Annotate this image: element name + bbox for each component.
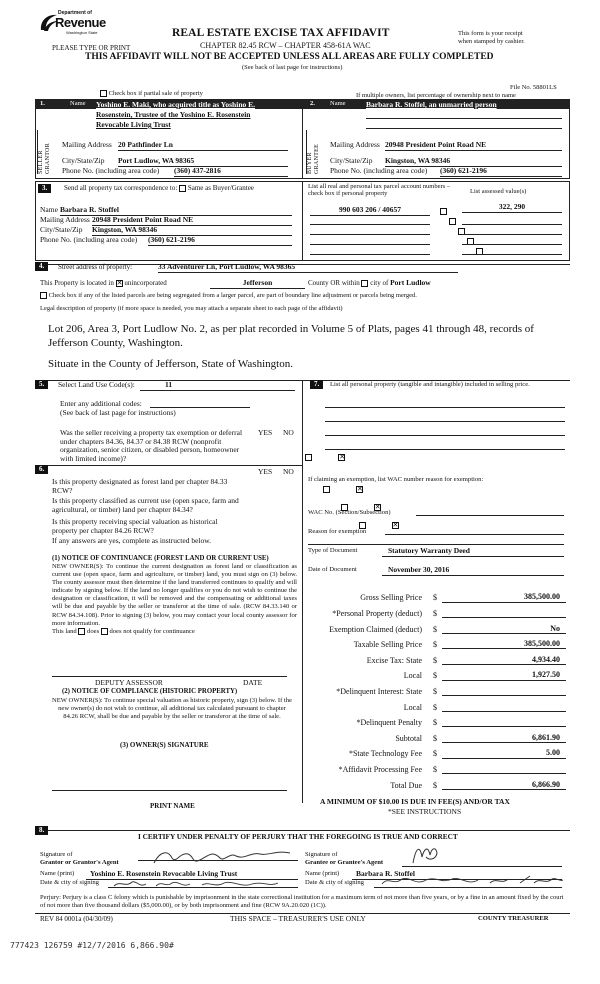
exemption-yes-checkbox[interactable] [305,454,312,461]
assessor-signature-line[interactable] [52,676,287,677]
warning-line: THIS AFFIDAVIT WILL NOT BE ACCEPTED UNLESS ALL AREAS ARE FULLY COMPLETED [85,52,494,62]
logo-washington: Washington State [66,30,98,35]
calc-value [442,717,566,727]
see-instructions: *SEE INSTRUCTIONS [388,807,462,816]
owner-signature-line[interactable] [52,790,287,791]
print-name-label: PRINT NAME [150,802,195,810]
land-use-label: Select Land Use Code(s): [58,380,135,389]
grantor-signature-scribble [150,848,295,868]
calc-label: Taxable Selling Price [353,640,422,650]
grantee-sig-label-1: Signature of [305,851,338,858]
personal-property-label: List all personal property (tangible and intangible) included in selling price. [330,381,530,388]
calc-label: Local [403,671,422,681]
section-8-rule [35,830,570,831]
calc-value: 5.00 [442,748,566,758]
calc-row [308,696,566,712]
calc-label: *Affidavit Processing Fee [338,764,422,774]
section-7-num: 7. [310,380,323,389]
section-1-num: 1. [40,100,45,107]
dollar-sign: $ [433,609,437,618]
grantee-print-label: Name (print) [305,870,340,877]
parcel-line-2 [310,224,430,225]
send-label: Send all property tax correspondence to: [64,184,178,192]
seller-phone-label: Phone No. (including area code) [62,166,160,175]
personal-property-line-3[interactable] [325,435,565,436]
seller-mailing-label: Mailing Address [62,140,112,149]
s3-phone-label: Phone No. (including area code) [40,235,138,244]
county-name: Jefferson [210,279,305,289]
grantor-sig-label-1: Signature of [40,851,73,858]
parcel-line-4 [310,244,430,245]
calc-row [308,743,566,759]
street-label: Street address of property: [58,263,133,271]
assessed-line-3 [462,234,562,235]
dollar-sign: $ [433,733,437,743]
calc-row [308,665,566,681]
buyer-city: Kingston, WA 98346 [385,157,562,167]
s5-yes: YES [258,428,273,437]
legal-label: Legal description of property (if more space is needed, you may attach a separate sheet to each page of the affidavit) [40,305,343,312]
assessed-line-2 [462,224,562,225]
doc-date-label: Date of Document [308,566,357,573]
assessed-header: List assessed value(s) [470,188,527,195]
s3-mailing: 20948 President Point Road NE [92,216,292,226]
please-type: PLEASE TYPE OR PRINT [52,44,131,52]
buyer-name: Barbara R. Stoffel, an unmarried person [366,100,497,109]
within-city-checkbox[interactable] [361,280,368,287]
seller-city: Port Ludlow, WA 98365 [118,157,288,167]
calc-row [308,681,566,697]
calc-value [442,608,566,618]
this-land-label: This land [52,628,77,636]
additional-codes-note: (See back of last page for instructions) [60,408,176,417]
s3-city-label: City/State/Zip [40,225,83,234]
does-label: does [87,628,100,636]
logo-department: Department of [58,10,92,16]
section-2-num: 2. [310,100,315,107]
legal-description-1: Lot 206, Area 3, Port Ludlow No. 2, as per plat recorded in Volume 5 of Plats, pages 41 through 48, records of Jefferson County, Washington. [48,323,534,349]
divider [302,99,303,179]
cashier-stamp: 777423 126759 #12/7/2016 6,866.90# [10,941,174,950]
deputy-assessor-label: DEPUTY ASSESSOR [95,678,163,687]
dollar-sign: $ [433,780,437,790]
located-label: This Property is located in [40,279,114,287]
dollar-sign: $ [433,702,437,712]
dollar-sign: $ [433,764,437,774]
dor-logo [38,10,108,42]
calc-value [442,764,566,774]
grantor-date-scribble [112,878,282,893]
doc-date: November 30, 2016 [382,566,564,576]
grantee-date-handwriting [380,874,565,888]
seller-name-label: Name [70,100,86,107]
calc-label: Exemption Claimed (deduct) [329,624,422,634]
street-address: 33 Adventurer Ln, Port Ludlow, WA 98365 [158,263,458,273]
form-title: REAL ESTATE EXCISE TAX AFFIDAVIT [172,27,390,39]
county-treasurer: COUNTY TREASURER [478,915,549,922]
calc-value: 1,927.50 [442,670,566,680]
grantor-signature [150,848,295,868]
s3-name: Barbara R. Stoffel [60,206,292,216]
calc-label: Subtotal [395,733,422,743]
forest-yes-checkbox[interactable] [323,486,330,493]
grantee-print-name: Barbara R. Stoffel [352,870,562,880]
receipt-note-2: when stamped by cashier. [458,38,525,45]
section-8-tag [35,826,48,835]
dollar-sign: $ [433,655,437,665]
grantor-date-handwriting [112,878,282,890]
section-6-num: 6. [35,465,48,474]
partial-sale-label: Check box if partial sale of property [108,90,203,97]
reason-label: Reason for exemption [308,528,367,535]
notice-compliance-title: (2) NOTICE OF COMPLIANCE (HISTORIC PROPERTY) [62,688,238,695]
calc-value [442,686,566,696]
receipt-note-1: This form is your receipt [458,30,523,37]
s6-yes: YES [258,467,273,476]
unincorporated-checkbox[interactable] [116,280,123,287]
located-row [40,279,167,287]
parcel-line-3 [310,234,430,235]
buyer-name-line-3 [366,128,562,129]
forest-no-checkbox[interactable] [356,486,363,493]
seller-name-3: Revocable Living Trust [96,120,171,129]
segregated-row [40,292,417,299]
reason-field-2[interactable] [308,544,564,545]
city-name: Port Ludlow [390,278,431,287]
additional-codes-field[interactable] [150,400,250,408]
section-3-num: 3. [38,184,51,193]
calc-label: Total Due [390,780,422,790]
personal-property-line-2[interactable] [325,421,565,422]
buyer-mailing-label: Mailing Address [330,140,380,149]
s3-phone: (360) 621-2196 [148,236,292,246]
file-number: File No. 58801LS [510,84,557,91]
calc-label: *Delinquent Penalty [356,718,422,728]
see-back: (See back of last page for instructions) [242,64,343,71]
divider [302,181,303,261]
seller-side-label: SELLER GRANTOR [37,130,53,174]
wac-no-label: WAC No. (Section/Subsection) [308,509,391,516]
calc-label: *State Technology Fee [348,749,422,759]
s3-city: Kingston, WA 98346 [92,226,292,236]
owner-signature-label: (3) OWNER(S) SIGNATURE [120,741,209,749]
parcel-2-checkbox[interactable] [449,218,456,225]
logo-revenue: Revenue [55,15,106,30]
section-3-tag [38,184,51,193]
dollar-sign: $ [433,686,437,696]
grantee-date-scribble [380,874,565,891]
perjury-statement: Perjury: Perjury is a class C felony which is punishable by imprisonment in the state correctional institution for a maximum term of not more than five years, or by a fine in an amount fixed by the court of not more than five thousand dollars ($5,000.00), or by both imprisonment and fine (RCW 9A.20.020 (1C)). [40,894,564,909]
calc-row [308,774,566,790]
calc-label: *Personal Property (deduct) [332,609,422,618]
section-4-num: 4. [35,262,48,271]
dollar-sign: $ [433,718,437,728]
does-not-qualify-checkbox[interactable] [101,628,108,635]
buyer-phone: (360) 621-2196 [440,167,562,177]
calc-value: 4,934.40 [442,655,566,665]
same-as-buyer-checkbox[interactable] [179,185,186,192]
current-use-question: Is this property classified as current use (open space, farm and agricultural, or timber) land per chapter 84.34? [52,496,239,514]
certify-statement: I CERTIFY UNDER PENALTY OF PERJURY THAT THE FOREGOING IS TRUE AND CORRECT [138,832,458,841]
historic-no-checkbox[interactable] [392,522,399,529]
exemption-no-checkbox[interactable] [338,454,345,461]
calc-row [308,634,566,650]
grantee-sig-label-2: Grantee or Grantee's Agent [305,859,384,866]
calc-row [308,759,566,775]
calc-value: 385,500.00 [442,639,566,649]
personal-property-line-4[interactable] [325,449,565,450]
grantor-print-name: Yoshino E. Rosenstein Revocable Living Trust [86,870,298,880]
s3-mailing-label: Mailing Address [40,215,90,224]
does-qualify-checkbox[interactable] [78,628,85,635]
unincorporated-label: unincorporated [124,279,167,287]
calc-row [308,618,566,634]
grantee-signature-scribble [410,843,440,867]
section-7-tag [310,380,323,389]
city-of-label: city of [370,279,389,287]
historic-question: Is this property receiving special valuation as historical property per chapter 84.26 RCW? [52,517,218,535]
grantee-signature [410,843,440,870]
section-6-tag [35,465,48,474]
county-row [308,279,431,288]
parcel-number: 990 603 206 / 40657 [310,206,430,216]
calc-label: Gross Selling Price [360,593,422,603]
minimum-due: A MINIMUM OF $10.00 IS DUE IN FEE(S) AND/OR TAX [320,797,510,806]
section-8-num: 8. [35,826,48,835]
parcel-header: List all real and personal tax parcel account numbers – check box if personal property [308,183,451,198]
form-revision: REV 84 0001a (04/30/09) [40,915,113,923]
same-as-buyer-label: Same as Buyer/Grantee [187,184,254,192]
does-not-label: does not qualify for continuance [109,628,195,636]
notice-continuance-text: NEW OWNER(S): To continue the current designation as forest land or classification as current use (open space, farm and agriculture, or timber) land, you must sign on (3) below. The county assessor must then determine if the land transferred continues to qualify and will indicate by signing below. If the land no longer qualifies or you do not wish to continue the designation or classification, it will be removed and the compensating or additional taxes will be due and payable by the seller or transferor at the time of sale. (RCW 84.33.140 or RCW 84.34.108). Prior to signing (3) below, you may contact your local county assessor for more information. [52,563,297,627]
treasurer-use-only: THIS SPACE – TREASURER'S USE ONLY [230,914,366,923]
calc-value [442,702,566,712]
seller-city-label: City/State/Zip [62,156,105,165]
assessed-value: 322, 290 [462,203,562,213]
continuance-row [52,628,195,636]
assessed-line-4 [462,244,562,245]
calc-label: *Delinquent Interest: State [336,686,422,696]
partial-sale-checkbox[interactable] [100,90,107,97]
section-4-tag [35,262,48,271]
parcel-line-5 [310,254,430,255]
multiple-owners-note: If multiple owners, list percentage of ownership next to name [356,92,516,99]
buyer-mailing: 20948 President Point Road NE [385,141,562,151]
section-5-tag [35,380,48,389]
doc-type: Statutory Warranty Deed [382,547,564,557]
doc-type-label: Type of Document [308,547,358,554]
dollar-sign: $ [433,749,437,759]
section-6-rule [35,465,302,466]
additional-codes-label: Enter any additional codes: [60,399,142,408]
legal-description-2: Situate in the County of Jefferson, State of Washington. [48,358,293,370]
seller-name-1: Yoshino E. Maki, who acquired title as Yoshino E. [96,100,255,109]
land-use-code: 11 [140,381,295,391]
buyer-phone-label: Phone No. (including area code) [330,166,428,175]
wac-no-field[interactable] [416,515,564,516]
calc-row [308,587,566,603]
buyer-city-label: City/State/Zip [330,156,373,165]
buyer-name-line-2 [366,118,562,119]
forest-question: Is this property designated as forest land per chapter 84.33 RCW? [52,477,228,495]
dollar-sign: $ [433,640,437,650]
partial-sale-row [100,90,203,97]
assessed-line-5 [462,254,562,255]
grantor-sig-label-2: Grantor or Grantor's Agent [40,859,119,866]
buyer-side-label: BUYER GRANTEE [306,130,322,174]
grantor-date-label: Date & city of signing [40,879,99,886]
send-row [64,184,254,192]
s6-no: NO [283,467,294,476]
notice-continuance-title: (1) NOTICE OF CONTINUANCE (FOREST LAND OR CURRENT USE) [52,555,269,562]
grantor-print-label: Name (print) [40,870,75,877]
reason-field-1[interactable] [385,534,564,535]
calc-value: No [442,624,566,634]
segregated-label: Check box if any of the listed parcels are being segregated from a larger parcel, are part of boundary line adjustment or parcels being merged. [48,292,417,299]
section-5-num: 5. [35,380,48,389]
personal-property-line-1[interactable] [325,407,565,408]
county-or-label: County OR within [308,279,360,287]
grantee-date-label: Date & city of signing [305,879,364,886]
calc-row [308,649,566,665]
exemption-question: Was the seller receiving a property tax exemption or deferral under chapters 84.36, 84.37 or 84.38 RCW (nonprofit organization, senior citizen, or disabled person, homeowner with limited income)? [60,428,243,463]
s3-name-label: Name [40,205,58,214]
parcel-personal-checkbox[interactable] [440,208,447,215]
dollar-sign: $ [433,671,437,681]
calc-row [308,712,566,728]
seller-mailing: 20 Pathfinder Ln [118,141,288,151]
s5-no: NO [283,428,294,437]
buyer-name-label: Name [330,100,346,107]
seller-phone: (360) 437-2816 [174,167,288,177]
calc-label: Excise Tax: State [366,655,422,665]
assessor-date-label: DATE [243,678,263,687]
column-divider [302,380,303,803]
dollar-sign: $ [433,593,437,603]
segregated-checkbox[interactable] [40,292,47,299]
chapter-line: CHAPTER 82.45 RCW – CHAPTER 458-61A WAC [200,41,371,50]
calc-label: Local [403,702,422,712]
seller-name-2: Rosenstein, Trustee of the Yoshino E. Rosenstein [96,110,251,119]
calc-row [308,603,566,619]
exemption-wac-label: If claiming an exemption, list WAC number reason for exemption: [308,476,484,483]
calc-value: 6,866.90 [442,780,566,790]
calc-value: 385,500.00 [442,592,566,602]
calc-value: 6,861.90 [442,733,566,743]
tax-calculation [308,587,566,790]
calc-row [308,727,566,743]
notice-compliance-text: NEW OWNER(S): To continue special valuation as historic property, sign (3) below. If the new owner(s) do not wish to continue, all additional tax calculated pursuant to chapter 84.26 RCW, shall be due and payable by the seller or transferor at the time of sale. [52,697,292,721]
answers-note: If any answers are yes, complete as instructed below. [52,536,212,545]
dollar-sign: $ [433,624,437,634]
